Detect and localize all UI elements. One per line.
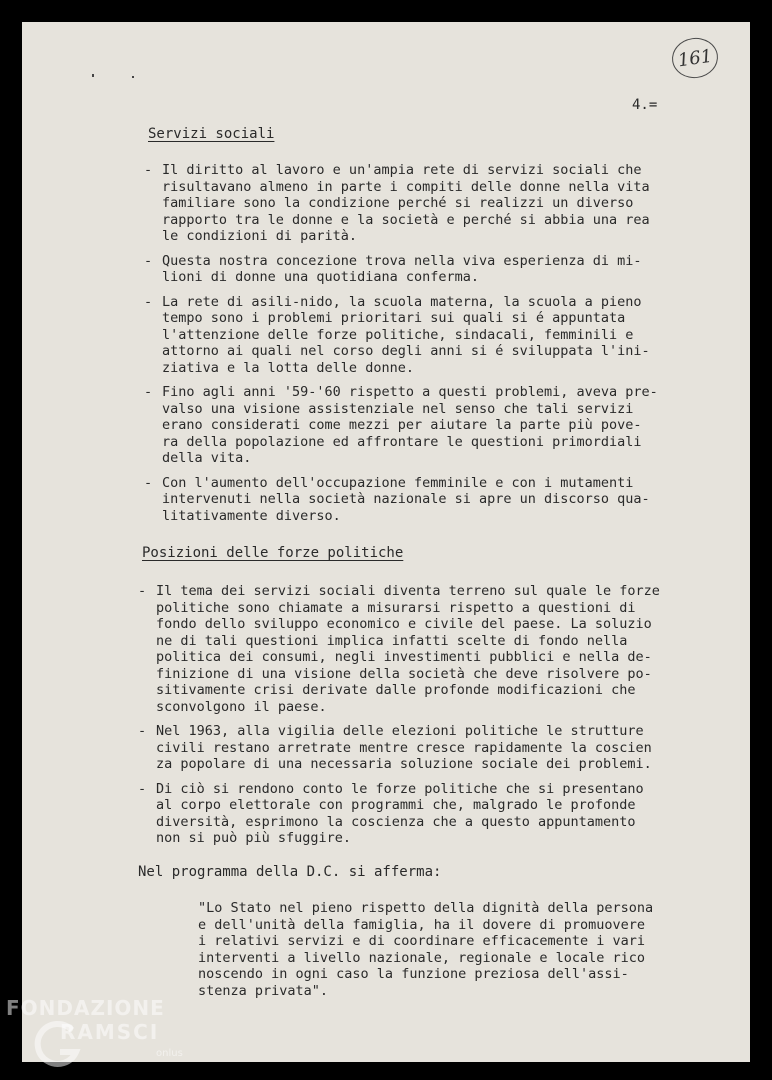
list-item: - La rete di asili-nido, la scuola materna, la scuola a pieno tempo sono i problemi prioritari sui quali si é appuntata l'attenzione delle forze politiche, sindacali, femminili e attorno ai quali nel corso degli anni si é sviluppata l'ini- ziativa e la lotta delle donne.	[144, 293, 650, 376]
section-heading-servizi-sociali: Servizi sociali	[148, 126, 275, 142]
list-item-text: Fino agli anni '59-'60 rispetto a questi problemi, aveva pre- valso una visione assistenziale nel senso che tali servizi erano considerati come mezzi per aiutare la parte più pove- ra della popolazione ed affrontare le questioni primordiali della vita.	[162, 384, 658, 466]
list-item-text: Questa nostra concezione trova nella viva esperienza di mi- lioni di donne una quotidiana conferma.	[162, 252, 642, 285]
list-item: - Nel 1963, alla vigilia delle elezioni politiche le strutture civili restano arretrate mentre cresce rapidamente la coscien za popolare di una necessaria soluzione sociale dei problemi.	[138, 723, 652, 772]
page-number: 4.=	[632, 97, 658, 113]
archive-number-stamp: 161	[669, 35, 720, 81]
program-intro: Nel programma della D.C. si afferma:	[138, 864, 442, 880]
document-page	[22, 22, 750, 1062]
list-item: - Con l'aumento dell'occupazione femminile e con i mutamenti intervenuti nella società nazionale si apre un discorso qua- litativamente diverso.	[144, 474, 650, 524]
dc-program-quote: "Lo Stato nel pieno rispetto della dignità della persona e dell'unità della famiglia, ha il dovere di promuovere i relativi servizi e di coordinare efficacemente i vari interventi a livello nazionale, regionale e locale rico noscendo in ogni caso la funzione preziosa dell'assi- stenza privata".	[198, 900, 654, 999]
list-item: - Fino agli anni '59-'60 rispetto a questi problemi, aveva pre- valso una visione assistenziale nel senso che tali servizi erano considerati come mezzi per aiutare la parte più pove- ra della popolazione ed affrontare le questioni primordiali della vita.	[144, 384, 658, 466]
watermark-line3: onlus	[156, 1048, 183, 1059]
section1-list	[144, 162, 734, 532]
watermark-line2: RAMSCI	[60, 1020, 160, 1044]
list-item: - Questa nostra concezione trova nella viva esperienza di mi- lioni di donne una quotidiana conferma.	[144, 252, 642, 285]
paper-speck	[132, 76, 134, 78]
list-item-text: Nel 1963, alla vigilia delle elezioni politiche le strutture civili restano arretrate mentre cresce rapidamente la coscien za popolare di una necessaria soluzione sociale dei problemi.	[156, 723, 652, 772]
list-item-text: Di ciò si rendono conto le forze politiche che si presentano al corpo elettorale con programmi che, malgrado le profonde diversità, esprimono la coscienza che a questo appuntamento non si può più sfuggire.	[156, 780, 644, 846]
fondazione-gramsci-watermark	[6, 996, 196, 1076]
list-item-text: Con l'aumento dell'occupazione femminile e con i mutamenti intervenuti nella società nazionale si apre un discorso qua- litativamente diverso.	[162, 474, 650, 524]
paper-speck	[92, 74, 94, 77]
list-item: - Il diritto al lavoro e un'ampia rete di servizi sociali che risultavano almeno in parte i compiti delle donne nella vita familiare sono la condizione perché si realizzi un diverso rapporto tra le donne e la società e perché si abbia una rea le condizioni di parità.	[144, 162, 650, 244]
section2-list	[138, 583, 738, 855]
watermark-line1: FONDAZIONE	[6, 996, 165, 1020]
section-heading-posizioni: Posizioni delle forze politiche	[142, 545, 404, 561]
list-item: - Di ciò si rendono conto le forze politiche che si presentano al corpo elettorale con programmi che, malgrado le profonde diversità, esprimono la coscienza che a questo appuntamento non si può più sfuggire.	[138, 780, 644, 846]
list-item-text: La rete di asili-nido, la scuola materna, la scuola a pieno tempo sono i problemi prioritari sui quali si é appuntata l'attenzione delle forze politiche, sindacali, femminili e attorno ai quali nel corso degli anni si é sviluppata l'ini- ziativa e la lotta delle donne.	[162, 293, 650, 376]
list-item-text: Il diritto al lavoro e un'ampia rete di servizi sociali che risultavano almeno in parte i compiti delle donne nella vita familiare sono la condizione perché si realizzi un diverso rapporto tra le donne e la società e perché si abbia una rea le condizioni di parità.	[162, 162, 650, 244]
list-item-text: Il tema dei servizi sociali diventa terreno sul quale le forze politiche sono chiamate a misurarsi rispetto a questioni di fondo dello sviluppo economico e civile del paese. La soluzio ne di tali questioni implica infatti scelte di fondo nella politica dei consumi, negli investimenti pubblici e nella de- finizione di una visione della società che deve risolvere po- sitivamente crisi derivate dalle profonde modificazioni che sconvolgono il paese.	[156, 583, 660, 715]
list-item: - Il tema dei servizi sociali diventa terreno sul quale le forze politiche sono chiamate a misurarsi rispetto a questioni di fondo dello sviluppo economico e civile del paese. La soluzio ne di tali questioni implica infatti scelte di fondo nella politica dei consumi, negli investimenti pubblici e nella de- finizione di una visione della società che deve risolvere po- sitivamente crisi derivate dalle profonde modificazioni che sconvolgono il paese.	[138, 583, 660, 715]
